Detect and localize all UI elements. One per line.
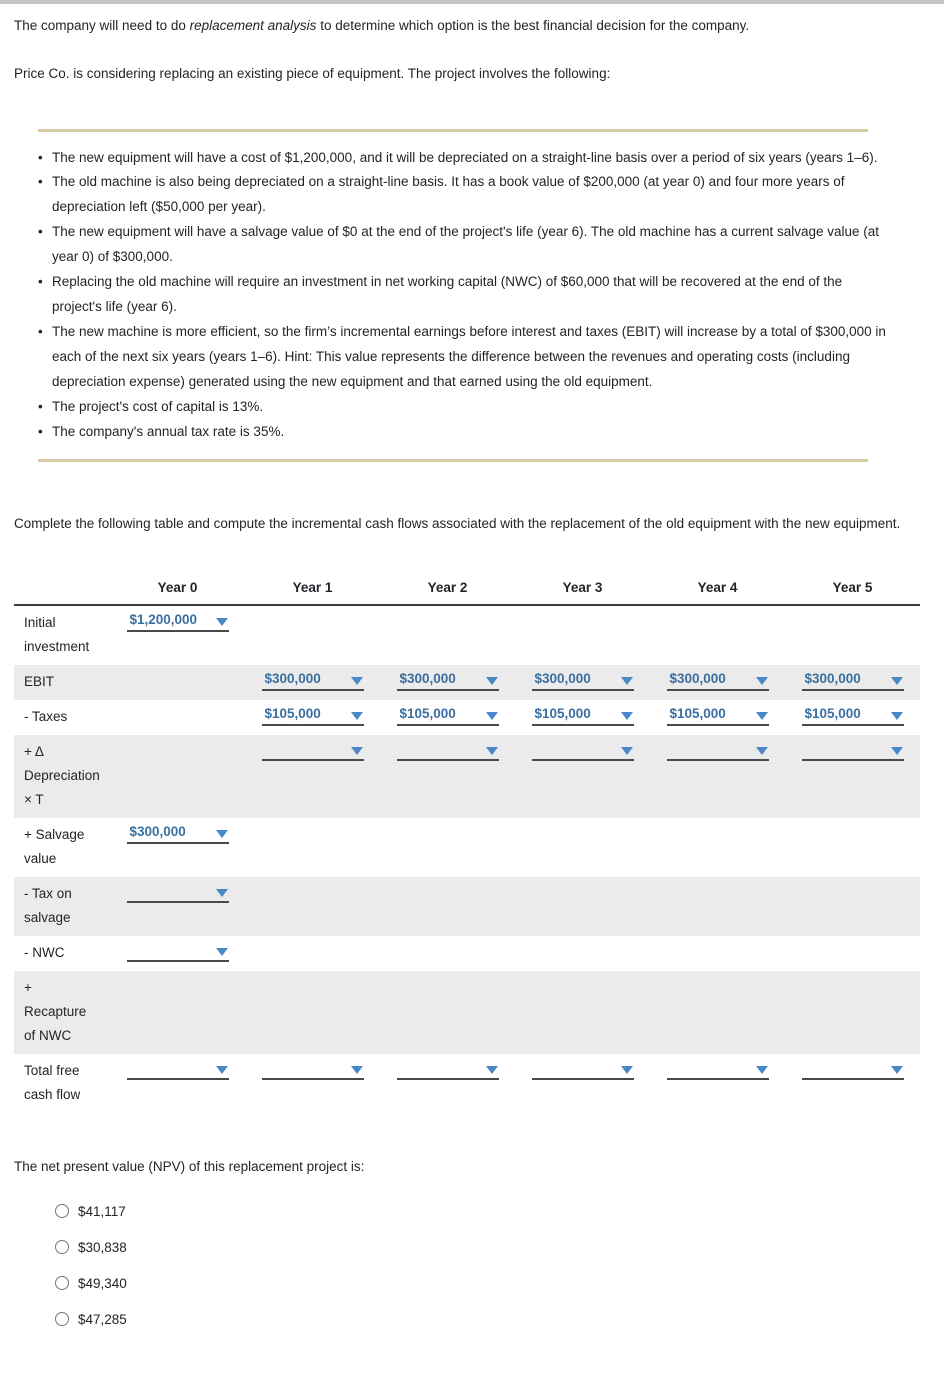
npv-options [14, 1204, 930, 1327]
dropdown-value: $300,000 [399, 671, 456, 687]
row-label-line: EBIT [24, 674, 55, 690]
chevron-down-icon [351, 712, 363, 720]
intro-prefix: The company will need to do [14, 18, 190, 33]
table-cell-year-5 [785, 1059, 920, 1080]
dropdown-row4-year4[interactable] [667, 741, 769, 761]
row-label-line: + Δ [24, 744, 44, 760]
column-header-year-2: Year 2 [427, 580, 468, 596]
npv-option-3[interactable] [55, 1312, 930, 1327]
chevron-down-icon [621, 677, 633, 685]
intro-suffix: to determine which option is the best financial decision for the company. [316, 18, 750, 33]
dropdown-row4-year3[interactable] [532, 741, 634, 761]
column-header-year-0: Year 0 [157, 580, 198, 596]
table-header-row [14, 580, 920, 606]
dropdown-value: $300,000 [264, 671, 321, 687]
dropdown-row2-year2[interactable] [397, 671, 499, 691]
dropdown-row4-year2[interactable] [397, 741, 499, 761]
npv-option-2[interactable] [55, 1276, 930, 1291]
chevron-down-icon [891, 677, 903, 685]
table-cell-year-5 [785, 705, 920, 726]
bullet-item: • The new equipment will have a salvage value of $0 at the end of the project's life (year 6). The old machine has a current salvage value (at year 0) of $300,000. [38, 220, 890, 270]
row-label-line: salvage [24, 910, 71, 926]
row-label-line: - NWC [24, 945, 65, 961]
table-row [14, 700, 920, 735]
row-label-line: cash flow [24, 1087, 81, 1103]
chevron-down-icon [621, 1066, 633, 1074]
table-cell-year-1 [245, 1059, 380, 1080]
dropdown-value: $300,000 [804, 671, 861, 687]
table-cell-year-2 [380, 705, 515, 726]
column-header-year-5: Year 5 [832, 580, 873, 596]
dropdown-row9-year4[interactable] [667, 1060, 769, 1080]
bullet-item: • The project's cost of capital is 13%. [38, 395, 890, 420]
chevron-down-icon [486, 712, 498, 720]
dropdown-value: $300,000 [669, 671, 726, 687]
dropdown-value: $105,000 [669, 706, 726, 722]
dropdown-row5-year0[interactable] [127, 824, 229, 844]
table-cell-year-0 [110, 1059, 245, 1080]
table-row [14, 1054, 920, 1113]
chevron-down-icon [351, 677, 363, 685]
option-label: $30,838 [78, 1239, 127, 1255]
table-cell-year-4 [650, 1059, 785, 1080]
radio-button[interactable] [55, 1312, 69, 1326]
npv-option-1[interactable] [55, 1240, 930, 1255]
divider-top [38, 129, 868, 132]
divider-bottom [38, 459, 868, 462]
dropdown-row9-year1[interactable] [262, 1060, 364, 1080]
chevron-down-icon [486, 747, 498, 755]
table-cell-year-3 [515, 1059, 650, 1080]
row-label-line: Total free [24, 1063, 80, 1079]
row-label-line: + Salvage [24, 827, 85, 843]
scenario-text: Price Co. is considering replacing an existing piece of equipment. The project involves the following: [14, 66, 611, 82]
dropdown-row3-year4[interactable] [667, 706, 769, 726]
header-spacer [14, 580, 110, 595]
row-label [14, 670, 110, 694]
table-row [14, 971, 920, 1054]
dropdown-row7-year0[interactable] [127, 942, 229, 962]
dropdown-value: $300,000 [534, 671, 591, 687]
dropdown-row9-year0[interactable] [127, 1060, 229, 1080]
chevron-down-icon [891, 747, 903, 755]
dropdown-row3-year5[interactable] [802, 706, 904, 726]
table-cell-year-3 [515, 670, 650, 691]
table-cell-year-4 [650, 670, 785, 691]
chevron-down-icon [216, 618, 228, 626]
row-label-line: value [24, 851, 57, 867]
chevron-down-icon [216, 948, 228, 956]
row-label [14, 705, 110, 729]
radio-button[interactable] [55, 1240, 69, 1254]
table-cell-year-5 [785, 670, 920, 691]
dropdown-value: $105,000 [264, 706, 321, 722]
dropdown-row9-year2[interactable] [397, 1060, 499, 1080]
table-row [14, 606, 920, 665]
table-cell-year-4 [650, 740, 785, 761]
column-header-year-1: Year 1 [292, 580, 333, 596]
dropdown-row4-year1[interactable] [262, 741, 364, 761]
dropdown-row3-year2[interactable] [397, 706, 499, 726]
chevron-down-icon [621, 712, 633, 720]
dropdown-value: $105,000 [399, 706, 456, 722]
option-label: $49,340 [78, 1275, 127, 1291]
bullet-item: • The new equipment will have a cost of $1,200,000, and it will be depreciated on a straight-line basis over a period of six years (years 1–6). [38, 146, 890, 171]
table-cell-year-3 [515, 705, 650, 726]
row-label-line: - Taxes [24, 709, 68, 725]
dropdown-row1-year0[interactable] [127, 612, 229, 632]
dropdown-value: $300,000 [129, 824, 186, 840]
row-label [14, 823, 110, 871]
table-cell-year-3 [515, 740, 650, 761]
radio-button[interactable] [55, 1276, 69, 1290]
table-row [14, 818, 920, 877]
chevron-down-icon [756, 747, 768, 755]
chevron-down-icon [486, 677, 498, 685]
bullet-item: • The company's annual tax rate is 35%. [38, 420, 890, 445]
row-label-line: + [24, 980, 32, 996]
dropdown-row4-year5[interactable] [802, 741, 904, 761]
row-label-line: Initial [24, 615, 56, 631]
option-label: $47,285 [78, 1311, 127, 1327]
chevron-down-icon [486, 1066, 498, 1074]
row-label [14, 611, 110, 659]
row-label-line: × T [24, 792, 44, 808]
table-cell-year-2 [380, 670, 515, 691]
chevron-down-icon [891, 712, 903, 720]
row-label [14, 976, 110, 1048]
chevron-down-icon [216, 830, 228, 838]
chevron-down-icon [756, 1066, 768, 1074]
row-label-line: of NWC [24, 1028, 72, 1044]
table-body [14, 606, 920, 1113]
column-header-year-3: Year 3 [562, 580, 603, 596]
dropdown-row2-year5[interactable] [802, 671, 904, 691]
dropdown-row3-year3[interactable] [532, 706, 634, 726]
table-row [14, 936, 920, 971]
chevron-down-icon [891, 1066, 903, 1074]
bullet-list [38, 146, 890, 446]
intro-text [14, 16, 930, 36]
dropdown-value: $105,000 [804, 706, 861, 722]
table-row [14, 735, 920, 818]
question-page [0, 4, 944, 1378]
bullet-item: • The new machine is more efficient, so the firm’s incremental earnings before interest and taxes (EBIT) will increase by a total of $300,000 in each of the next six years (years 1–6). Hint: This value represents the difference between the revenues and operating costs (including depreciation expense) generated using the new equipment and that earned using the old equipment. [38, 320, 890, 395]
table-row [14, 877, 920, 936]
chevron-down-icon [756, 677, 768, 685]
table-cell-year-0 [110, 823, 245, 844]
chevron-down-icon [621, 747, 633, 755]
table-cell-year-0 [110, 941, 245, 962]
table-cell-year-4 [650, 705, 785, 726]
chevron-down-icon [351, 747, 363, 755]
dropdown-row2-year3[interactable] [532, 671, 634, 691]
dropdown-row2-year4[interactable] [667, 671, 769, 691]
chevron-down-icon [351, 1066, 363, 1074]
table-cell-year-2 [380, 740, 515, 761]
table-cell-year-2 [380, 1059, 515, 1080]
row-label [14, 941, 110, 965]
table-cell-year-0 [110, 882, 245, 903]
option-label: $41,117 [78, 1203, 126, 1219]
cash-flow-table [14, 580, 920, 1113]
table-cell-year-1 [245, 670, 380, 691]
chevron-down-icon [216, 889, 228, 897]
bullet-item: • The old machine is also being depreciated on a straight-line basis. It has a book value of $200,000 (at year 0) and four more years of depreciation left ($50,000 per year). [38, 170, 890, 220]
table-cell-year-1 [245, 705, 380, 726]
radio-button[interactable] [55, 1204, 69, 1218]
bullet-item: • Replacing the old machine will require an investment in net working capital (NWC) of $60,000 that will be recovered at the end of the project's life (year 6). [38, 270, 890, 320]
dropdown-row9-year5[interactable] [802, 1060, 904, 1080]
row-label-line: Recapture [24, 1004, 87, 1020]
table-row [14, 665, 920, 700]
intro-italic: replacement analysis [189, 18, 317, 33]
row-label-line: - Tax on [24, 886, 72, 902]
chevron-down-icon [216, 1066, 228, 1074]
dropdown-row2-year1[interactable] [262, 671, 364, 691]
table-cell-year-0 [110, 611, 245, 632]
table-instruction: Complete the following table and compute the incremental cash flows associated with the replacement of the old equipment with the new equipment. [14, 516, 901, 532]
table-cell-year-5 [785, 740, 920, 761]
table-cell-year-1 [245, 740, 380, 761]
row-label [14, 1059, 110, 1107]
npv-option-0[interactable] [55, 1204, 930, 1219]
row-label [14, 740, 110, 812]
chevron-down-icon [756, 712, 768, 720]
dropdown-row3-year1[interactable] [262, 706, 364, 726]
dropdown-row6-year0[interactable] [127, 883, 229, 903]
column-header-year-4: Year 4 [697, 580, 738, 596]
dropdown-value: $1,200,000 [129, 612, 198, 628]
dropdown-value: $105,000 [534, 706, 591, 722]
row-label-line: Depreciation [24, 768, 100, 784]
row-label-line: investment [24, 639, 90, 655]
dropdown-row9-year3[interactable] [532, 1060, 634, 1080]
row-label [14, 882, 110, 930]
npv-prompt: The net present value (NPV) of this replacement project is: [14, 1159, 365, 1175]
